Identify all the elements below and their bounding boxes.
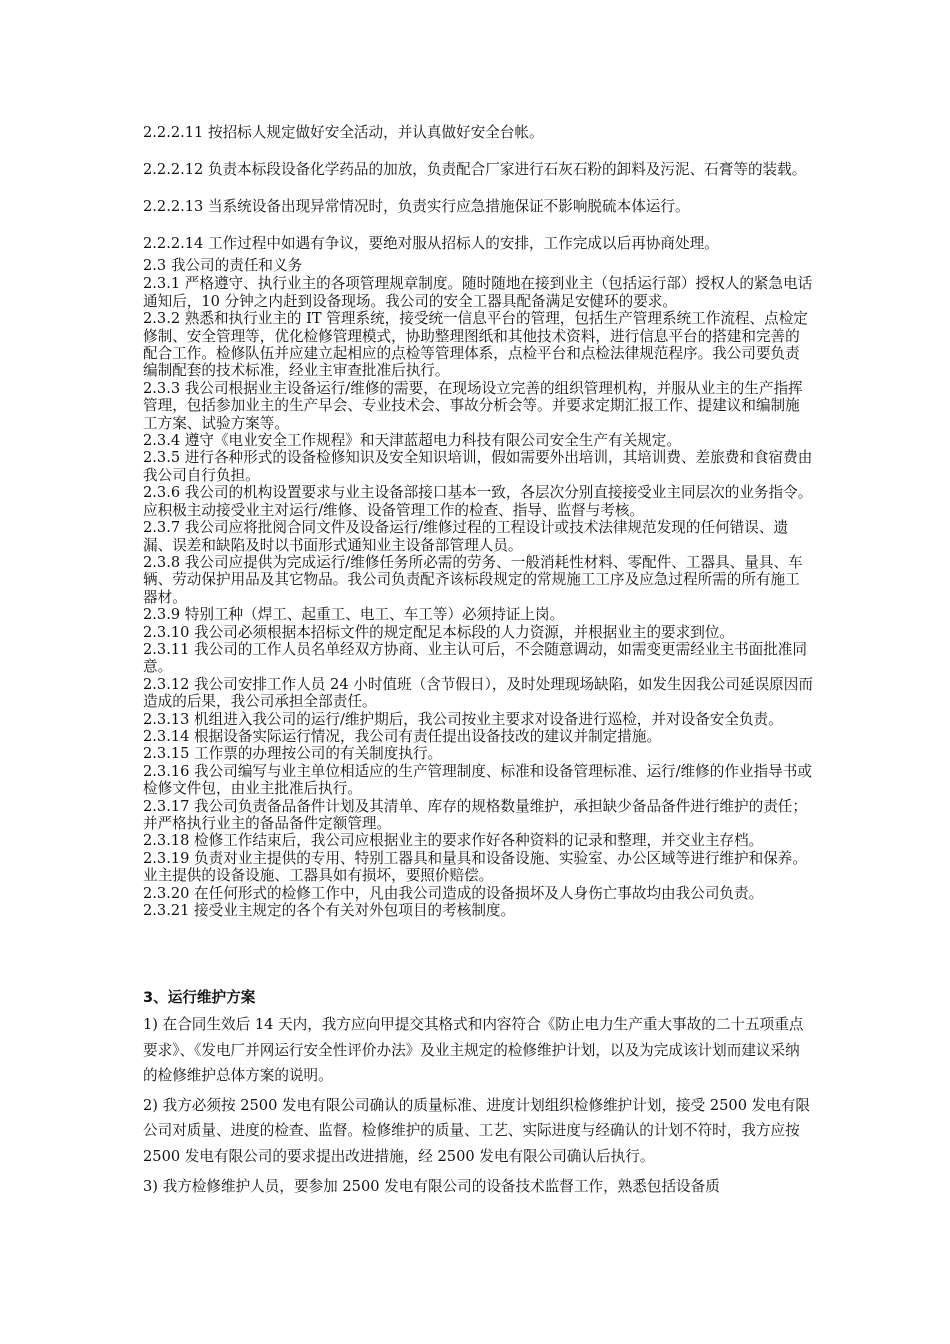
clause-2-3-4: 2.3.4 遵守《电业安全工作规程》和天津蓝超电力科技有限公司安全生产有关规定。: [143, 432, 681, 450]
clause-2-3-17: 2.3.17 我公司负责备品备件计划及其清单、库存的规格数量维护，承担缺少备品备件进行维护的责任；并严格执行业主的备品备件定额管理。: [143, 797, 807, 832]
clause-2-3-1: 2.3.1 严格遵守、执行业主的各项管理规章制度。随时随地在接到业主（包括运行部）授权人的紧急电话通知后，10 分钟之内赶到设备现场。我公司的安全工器具配备满足安健环的要求。: [143, 275, 813, 310]
clause-2-3-5: 2.3.5 进行各种形式的设备检修知识及安全知识培训，假如需要外出培训，其培训费、差旅费和食宿费由我公司自行负担。: [143, 449, 813, 484]
clause-2-3-2: 2.3.2 熟悉和执行业主的 IT 管理系统，接受统一信息平台的管理，包括生产管理系统工作流程、点检定修制、安全管理等，优化检修管理模式，协助整理图纸和其他技术资料，进行信息平台的搭建和完善的配合工作。检修队伍并应建立起相应的点检等管理体系，点检平台和点检法律规范程序。我公司要负责编制配套的技术标准，经业主审查批准后执行。: [143, 310, 808, 380]
clause-2-3-15: 2.3.15 工作票的办理按公司的有关制度执行。: [143, 745, 443, 763]
clause-2-3-21: 2.3.21 接受业主规定的各个有关对外包项目的考核制度。: [143, 902, 516, 920]
section-3: [143, 988, 813, 1203]
clause-2-2-2-11: 2.2.2.11 按招标人规定做好安全活动，并认真做好安全台帐。: [143, 124, 544, 141]
plan-paragraph-3: 3) 我方检修维护人员，要参加 2500 发电有限公司的设备技术监督工作，熟悉包括设备质: [143, 1177, 720, 1195]
clause-2-3-3: 2.3.3 我公司根据业主设备运行/维修的需要，在现场设立完善的组织管理机构，并服从业主的生产指挥管理，包括参加业主的生产早会、专业技术会、事故分析会等。并要求定期汇报工作、提建议和编制施工方案、试验方案等。: [143, 379, 803, 432]
clause-2-2-2-14: 2.2.2.14 工作过程中如遇有争议，要绝对服从招标人的安排，工作完成以后再协商处理。: [143, 235, 719, 252]
clause-2-2-2-13: 2.2.2.13 当系统设备出现异常情况时，负责实行应急措施保证不影响脱硫本体运行。: [143, 198, 690, 215]
clause-2-3-10: 2.3.10 我公司必须根据本招标文件的规定配足本标段的人力资源，并根据业主的要求到位。: [143, 623, 735, 641]
clause-2-3-18: 2.3.18 检修工作结束后，我公司应根据业主的要求作好各种资料的记录和整理，并交业主存档。: [143, 832, 764, 850]
clause-2-3-7: 2.3.7 我公司应将批阅合同文件及设备运行/维修过程的工程设计或技术法律规范发现的任何错误、遗漏、误差和缺陷及时以书面形式通知业主设备部管理人员。: [143, 519, 789, 554]
section-2-3: [143, 257, 813, 919]
clause-2-3-11: 2.3.11 我公司的工作人员名单经双方协商、业主认可后，不会随意调动，如需变更需经业主书面批准同意。: [143, 640, 807, 676]
section-3-heading: 3、运行维护方案: [143, 989, 256, 1006]
plan-paragraph-1: 1) 在合同生效后 14 天内，我方应向甲提交其格式和内容符合《防止电力生产重大事故的二十五项重点要求》、《发电厂并网运行安全性评价办法》及业主规定的检修维护计划，以及为完成该计划而建议采纳的检修维护总体方案的说明。: [143, 1016, 804, 1085]
clause-2-3-9: 2.3.9 特别工种（焊工、起重工、电工、车工等）必须持证上岗。: [143, 606, 565, 624]
clause-2-3-8: 2.3.8 我公司应提供为完成运行/维修任务所必需的劳务、一般消耗性材料、零配件、工器具、量具、车辆、劳动保护用品及其它物品。我公司负责配齐该标段规定的常规施工工序及应急过程所需的所有施工器材。: [143, 553, 803, 606]
clause-block-2-2-2: [143, 118, 813, 266]
clause-2-3-13: 2.3.13 机组进入我公司的运行/维护期后，我公司按业主要求对设备进行巡检，并对设备安全负责。: [143, 710, 783, 728]
plan-paragraph-2: 2) 我方必须按 2500 发电有限公司确认的质量标准、进度计划组织检修维护计划，接受 2500 发电有限公司对质量、进度的检查、监督。检修维护的质量、工艺、实际进度与经确认的计划不符时，我方应按 2500 发电有限公司的要求提出改进措施，经 2500 发电有限公司确认后执行。: [143, 1096, 811, 1165]
clause-2-3-12: 2.3.12 我公司安排工作人员 24 小时值班（含节假日），及时处理现场缺陷，如发生因我公司延误原因而造成的后果，我公司承担全部责任。: [143, 675, 813, 711]
clause-2-3-6: 2.3.6 我公司的机构设置要求与业主设备部接口基本一致，各层次分别直接接受业主同层次的业务指令。应积极主动接受业主对运行/维修、设备管理工作的检查、指导、监督与考核。: [143, 484, 813, 519]
clause-2-3-20: 2.3.20 在任何形式的检修工作中，凡由我公司造成的设备损坏及人身伤亡事故均由我公司负责。: [143, 884, 764, 902]
clause-2-3-16: 2.3.16 我公司编写与业主单位相适应的生产管理制度、标准和设备管理标准、运行/维修的作业指导书或检修文件包，由业主批准后执行。: [143, 762, 812, 798]
clause-2-3-19: 2.3.19 负责对业主提供的专用、特别工器具和量具和设备设施、实验室、办公区域等进行维护和保养。业主提供的设备设施、工器具如有损坏，要照价赔偿。: [143, 849, 807, 885]
clause-2-3-14: 2.3.14 根据设备实际运行情况，我公司有责任提出设备技改的建议并制定措施。: [143, 727, 662, 745]
section-2-3-title: 2.3 我公司的责任和义务: [143, 257, 303, 274]
clause-2-2-2-12: 2.2.2.12 负责本标段设备化学药品的加放，负责配合厂家进行石灰石粉的卸料及污泥、石膏等的装载。: [143, 161, 807, 178]
